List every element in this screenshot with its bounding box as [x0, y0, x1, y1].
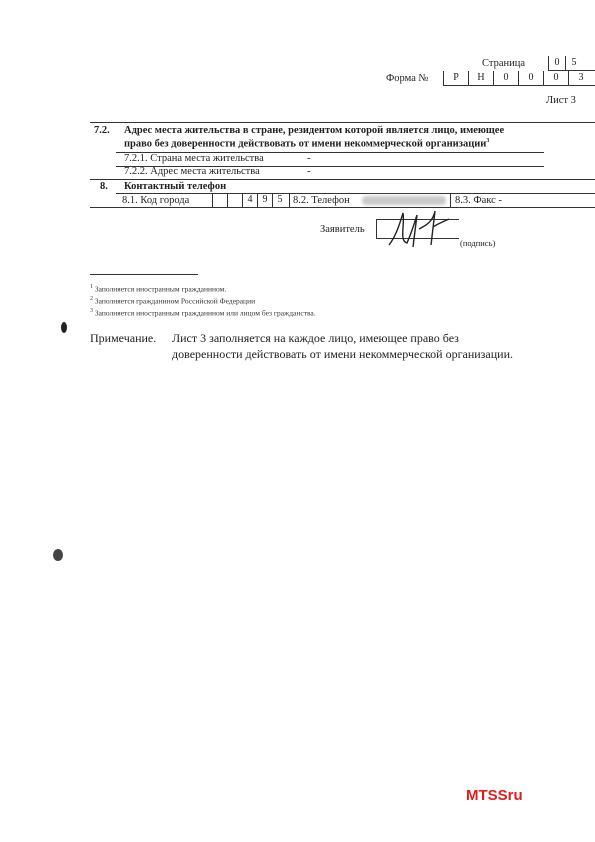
form-cell: 0	[543, 71, 568, 85]
section-7-2-title-line1: Адрес места жительства в стране, резидентом которой является лицо, имеющее	[124, 125, 505, 136]
phone-label: 8.2. Телефон	[293, 195, 350, 206]
section-8-number: 8.	[100, 181, 108, 192]
footnote: $^3$ Заполняется иностранным гражданином или лицом без гражданства.	[90, 308, 316, 318]
section-8-title: Контактный телефон	[124, 181, 227, 192]
city-code-label: 8.1. Код города	[122, 195, 190, 206]
signature-caption: (подпись)	[460, 238, 496, 248]
city-code-digit-cell: 9	[257, 193, 272, 207]
city-code-digit-cell: 5	[272, 193, 287, 207]
page-digit-cell: 5	[565, 56, 582, 70]
form-label: Форма №	[386, 73, 429, 84]
applicant-label: Заявитель	[320, 224, 365, 235]
form-cell: 0	[518, 71, 543, 85]
residence-address-label: 7.2.2. Адрес места жительства	[124, 166, 260, 177]
section-7-2-number: 7.2.	[94, 125, 110, 136]
note-line2: доверенности действовать от имени некоммерческой организации.	[172, 347, 514, 361]
residence-address-value: -	[307, 166, 311, 177]
country-of-residence-value: -	[307, 153, 311, 164]
punch-hole-mark	[61, 322, 67, 333]
sheet-label: Лист 3	[546, 95, 576, 106]
city-code-cells	[212, 193, 292, 207]
page-digit-cell: 0	[548, 56, 565, 70]
note-line1: Лист 3 заполняется на каждое лицо, имеющее право без	[172, 331, 459, 345]
form-cell: 0	[493, 71, 518, 85]
footnote: $^1$ Заполняется иностранным гражданином.	[90, 284, 227, 294]
page-number-cells	[548, 56, 595, 70]
city-code-digit-cell: 4	[242, 193, 257, 207]
form-cell: 3	[568, 71, 593, 85]
note-label: Примечание.	[90, 331, 157, 345]
city-code-digit-cell	[212, 193, 227, 207]
fax-label: 8.3. Факс -	[455, 195, 502, 206]
page-label: Страница	[482, 58, 526, 69]
form-cell: Н	[468, 71, 493, 85]
country-of-residence-label: 7.2.1. Страна места жительства	[124, 153, 264, 164]
phone-redacted-blur	[362, 196, 446, 205]
footnote: $^2$ Заполняется гражданином Российской Федерации	[90, 296, 256, 306]
form-cell: Р	[443, 71, 468, 85]
watermark-logo: MTSSru	[466, 787, 523, 804]
section-7-2-title-line2: право без доверенности действовать от имени некоммерческой организации$^3$	[124, 138, 490, 150]
punch-hole-mark	[53, 549, 63, 561]
handwritten-signature	[383, 205, 453, 253]
city-code-digit-cell	[227, 193, 242, 207]
form-number-cells	[443, 71, 595, 85]
